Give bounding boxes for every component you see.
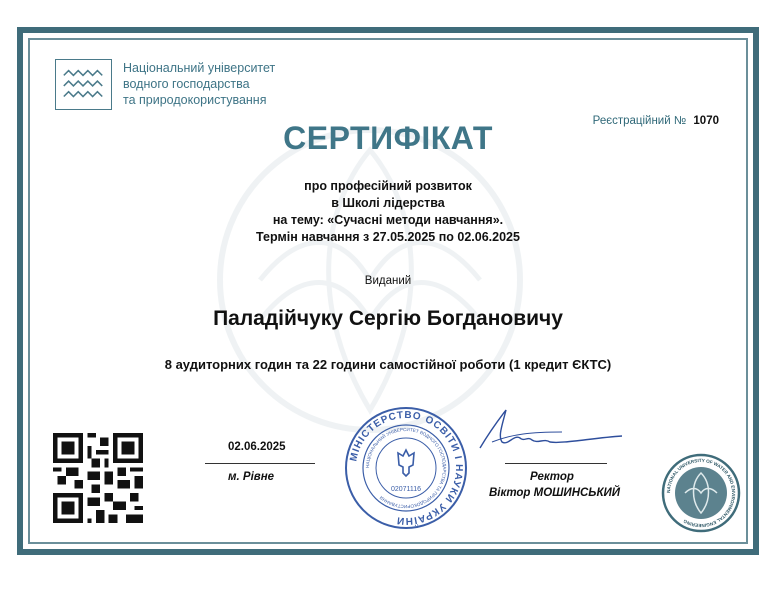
certificate-title: СЕРТИФІКАТ (283, 120, 493, 156)
registration-value: 1070 (693, 115, 719, 127)
date-underline (205, 463, 315, 464)
university-name-line3: та природокористування (123, 93, 267, 107)
certificate-description (0, 178, 776, 246)
official-stamp-icon (344, 406, 468, 530)
issue-date: 02.06.2025 (228, 441, 286, 453)
rector-signature-icon (472, 398, 632, 458)
hours-info: 8 аудиторних годин та 22 години самостійної роботи (1 кредит ЄКТС) (164, 357, 612, 372)
description-line1: про професійний розвиток (304, 179, 472, 193)
university-seal-icon (661, 453, 741, 533)
seal2-text: NATIONAL UNIVERSITY OF WATER AND ENVIRONMENTAL ENGINEERING (665, 457, 737, 529)
qr-code-icon (53, 433, 143, 523)
university-logo-icon (55, 59, 112, 110)
stamp-code: 02071116 (390, 486, 422, 493)
university-name-line1: Національний університет (123, 61, 276, 75)
description-line4: Термін навчання з 27.05.2025 по 02.06.2025 (256, 230, 520, 244)
stamp-outer-text: МІНІСТЕРСТВО ОСВІТИ І НАУКИ УКРАЇНИ (348, 409, 465, 527)
issue-city: м. Рівне (228, 471, 275, 483)
issued-label: Виданий (364, 275, 412, 287)
rector-title: Ректор (530, 471, 574, 483)
rector-name: Віктор МОШИНСЬКИЙ (489, 487, 621, 499)
description-line3: на тему: «Сучасні методи навчання». (272, 213, 504, 227)
description-line2: в Школі лідерства (331, 196, 445, 210)
university-name (123, 60, 275, 108)
stamp-inner-text: НАЦІОНАЛЬНИЙ УНІВЕРСИТЕТ ВОДНОГО ГОСПОДАРСТВА ТА ПРИРОДОКОРИСТУВАННЯ (364, 426, 448, 510)
rector-underline (505, 463, 607, 464)
svg-text:НАЦІОНАЛЬНИЙ УНІВЕРСИТЕТ ВОДНО (365, 427, 447, 509)
university-name-line2: водного господарства (123, 77, 250, 91)
registration-label: Реєстраційний № (592, 115, 687, 127)
recipient-name: Паладійчуку Сергію Богдановичу (213, 307, 563, 330)
